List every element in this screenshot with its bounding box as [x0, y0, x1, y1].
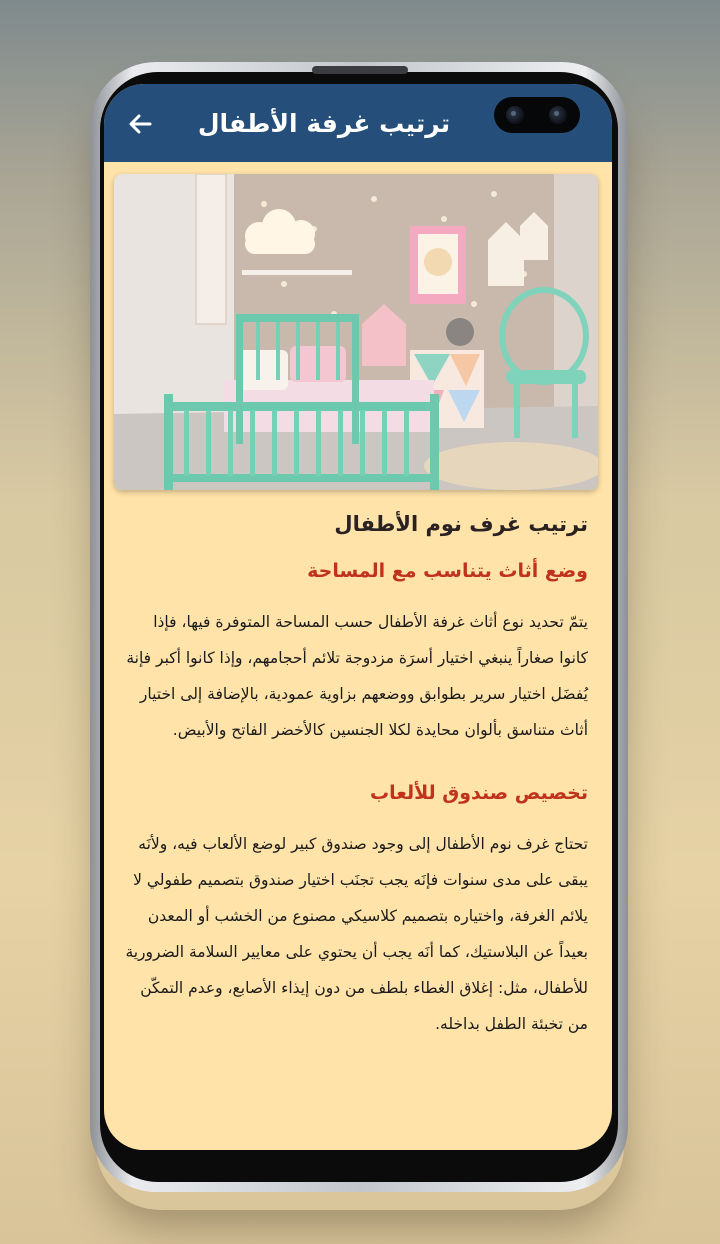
section-heading: تخصيص صندوق للألعاب	[370, 782, 588, 804]
app-screen	[104, 84, 612, 1150]
article	[124, 506, 588, 1060]
arrow-left-icon	[126, 110, 154, 138]
app-bar	[104, 84, 612, 162]
app-title: ترتيب غرفة الأطفال	[197, 109, 451, 138]
kids-room-photo	[114, 174, 598, 490]
bottom-edge	[104, 1128, 612, 1150]
article-title: ترتيب غرف نوم الأطفال	[334, 512, 588, 536]
earpiece	[312, 66, 408, 74]
front-camera-icon	[494, 97, 580, 133]
section-heading: وضع أثاث يتناسب مع المساحة	[307, 560, 588, 582]
section-body: يتمّ تحديد نوع أثاث غرفة الأطفال حسب المساحة المتوفرة فيها، فإذا كانوا صغاراً ينبغي اختيار أسرَة مزدوجة تلائم أحجامهم، وإذا كانوا أكبر فإنة يُفضَل اختيار سرير بطوابق ووضعهم بزاوية عمودية، بالإضافة إلى اختيار أثاث متناسق بألوان محايدة لكلا الجنسين كالأخضر الفاتح والأبيض.	[126, 613, 588, 739]
back-button[interactable]	[122, 106, 158, 142]
section-body: تحتاج غرف نوم الأطفال إلى وجود صندوق كبير لوضع الألعاب فيه، ولأنَه يبقى على مدى سنوات فإنَه يجب تجنَب اختيار صندوق بتصميم طفولي لا يلائم الغرفة، واختياره بتصميم كلاسيكي مصنوع من الخشب أو المعدن بعيداً عن البلاستيك، كما أنَه يجب أن يحتوي على معايير السلامة الضرورية للأطفال، مثل: إغلاق الغطاء بلطف من دون إيذاء الأصابع، وعدم التمكّن من تخبئة الطفل بداخله.	[125, 835, 588, 1033]
